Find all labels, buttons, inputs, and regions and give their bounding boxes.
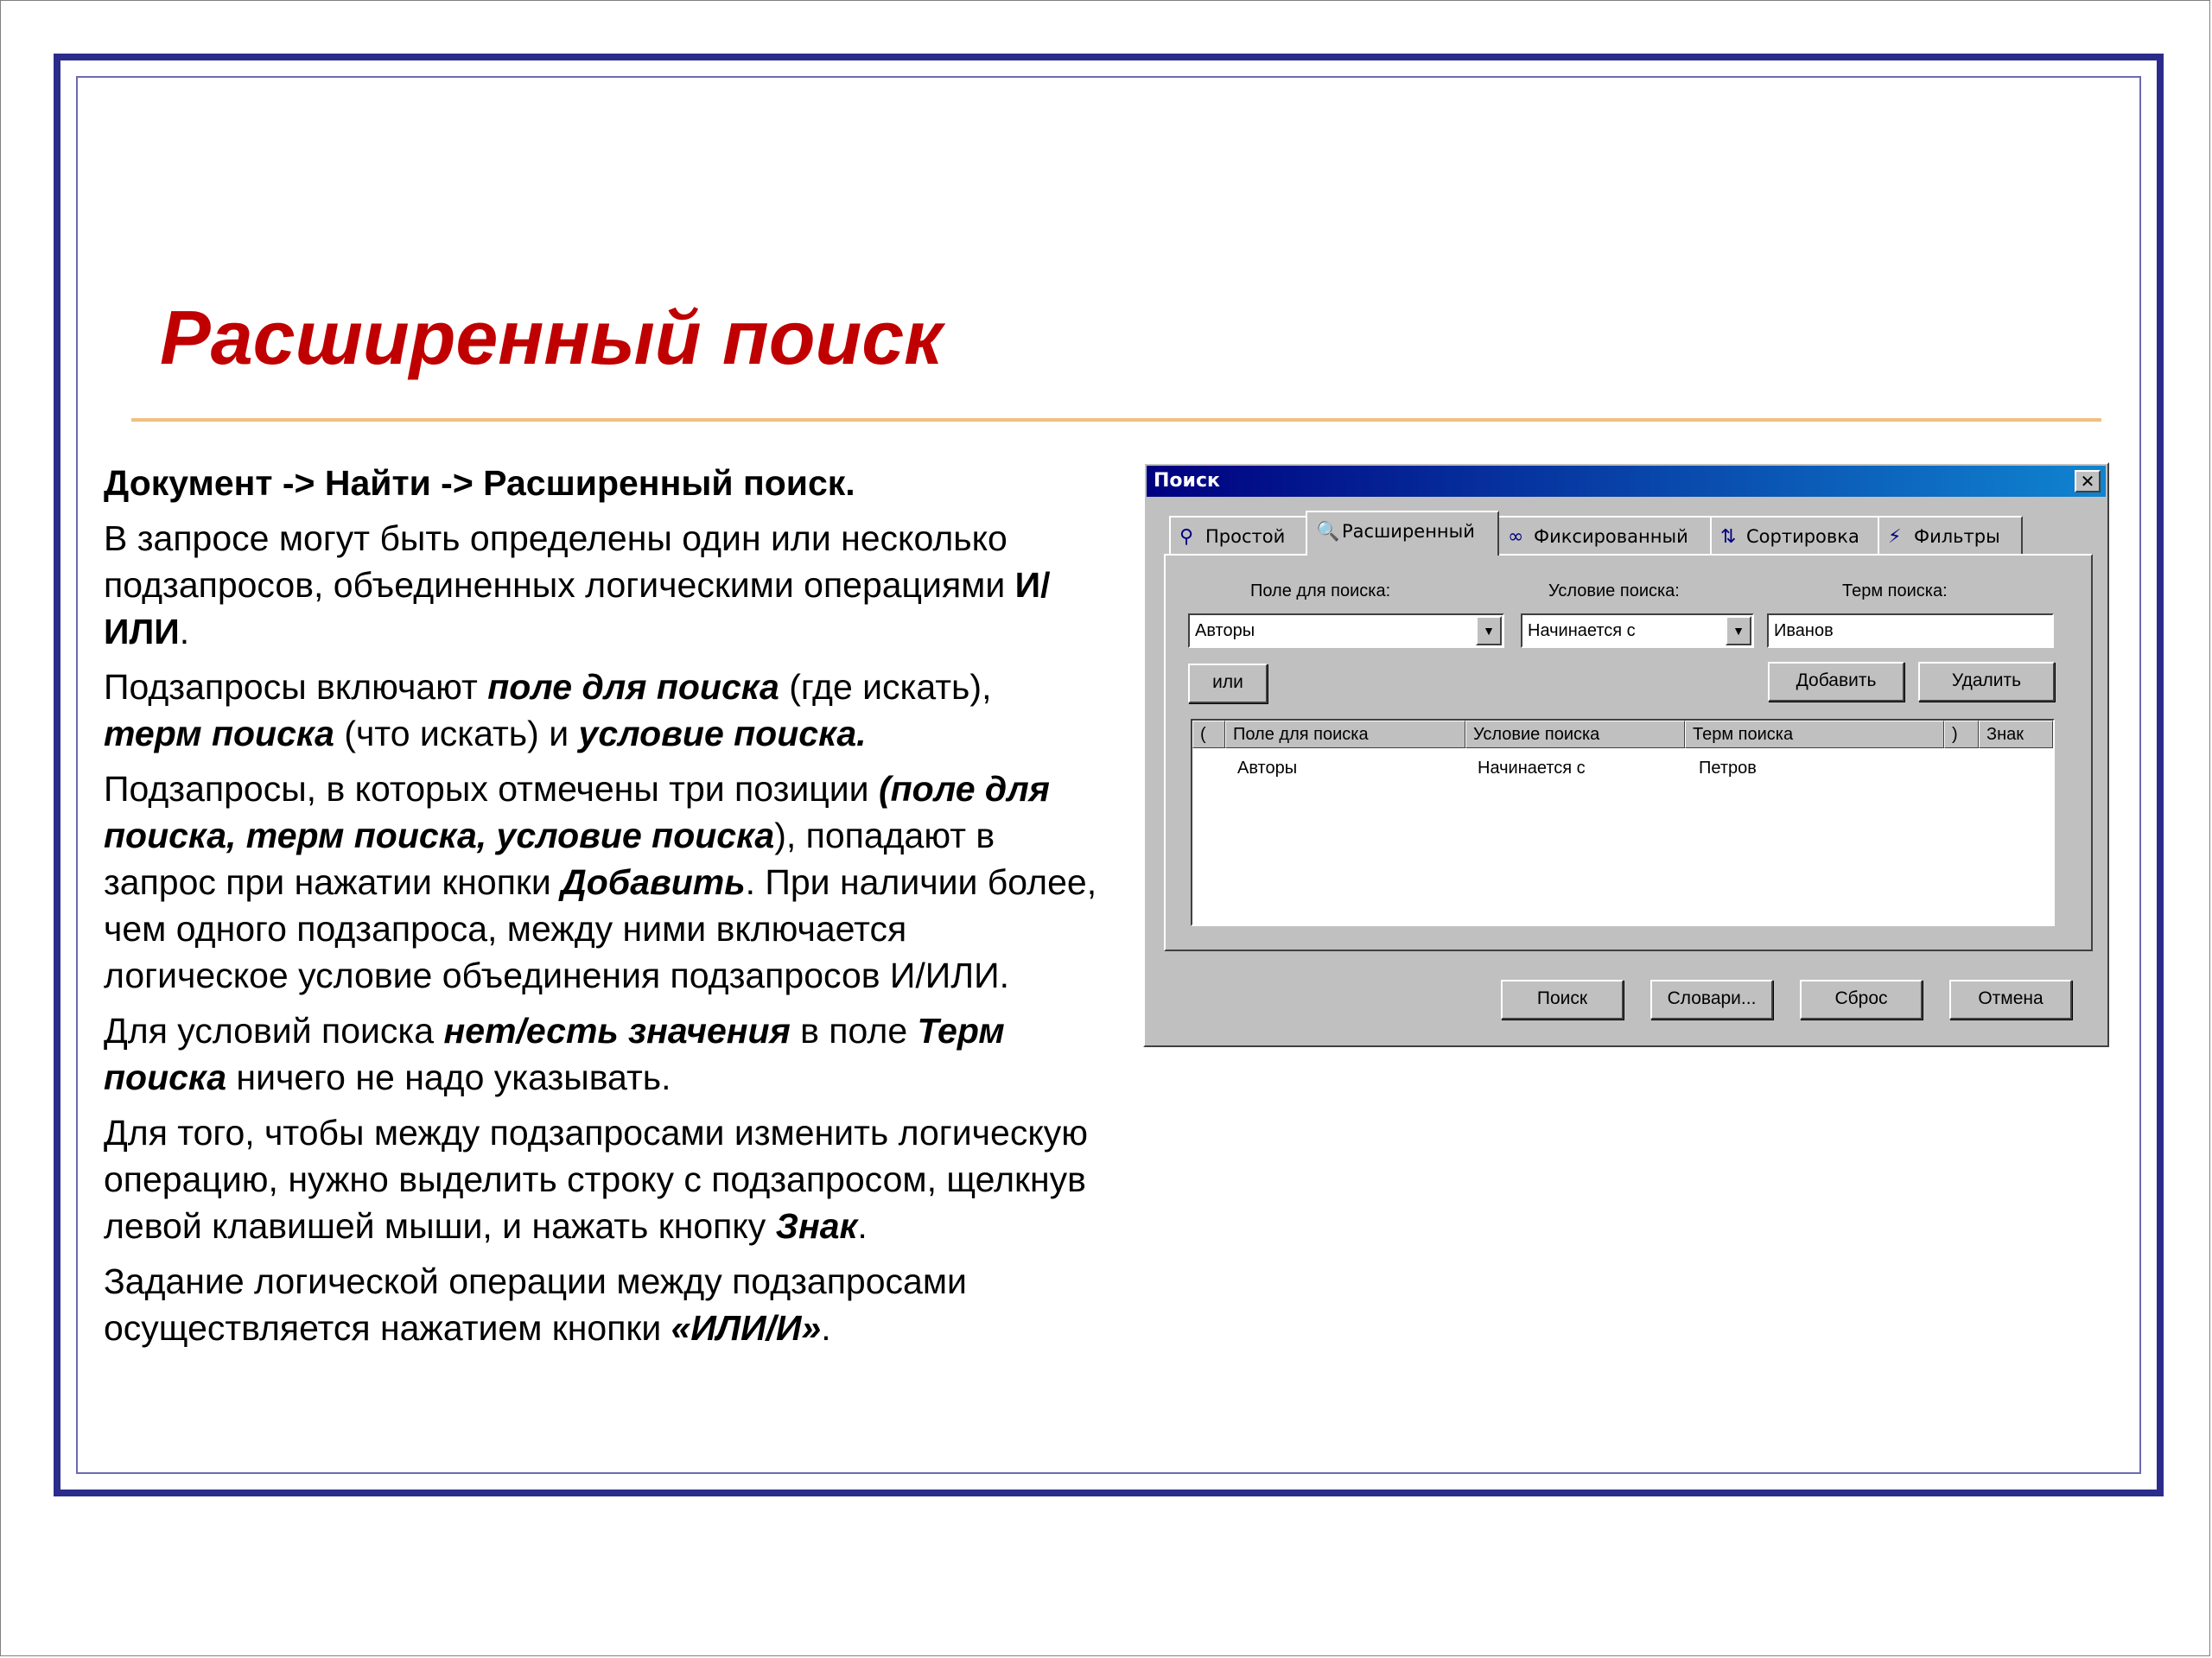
column-header-sign[interactable]: Знак [1979,721,2053,748]
term-input[interactable]: Иванов [1767,613,2054,648]
dialog-title: Поиск [1154,470,1220,492]
column-header-field[interactable]: Поле для поиска [1225,721,1465,748]
paragraph-empty-values: Для условий поиска нет/есть значения в поле Терм поиска ничего не надо указывать. [104,1011,1005,1097]
title-divider [131,418,2101,422]
tab-fixed[interactable]: ∞ Фиксированный [1497,516,1712,554]
search-button[interactable]: Поиск [1501,980,1624,1020]
table-cell-condition[interactable]: Начинается с [1478,759,1586,778]
paragraph-add: Подзапросы, в которых отмечены три позиции (поле для поиска, терм поиска, условие поиска), попадают в запрос при нажатии кнопки Добавить. При наличии более, чем одного подзапроса, между ними включается логическое условие объединения подзапросов И/ИЛИ. [104,769,1097,995]
tab-advanced[interactable]: 🔍 Расширенный [1306,511,1499,556]
tab-sort[interactable]: ⇅ Сортировка [1710,516,1879,554]
chevron-down-icon[interactable]: ▼ [1726,616,1751,645]
paragraph-path: Документ -> Найти -> Расширенный поиск. [104,463,855,503]
paragraph-sign: Для того, чтобы между подзапросами изменить логическую операцию, нужно выделить строку с подзапросом, щелкнув левой клавишей мыши, и нажать кнопку Знак. [104,1113,1088,1246]
dictionaries-button[interactable]: Словари... [1650,980,1773,1020]
subquery-table[interactable] [1191,719,2055,926]
slide-body [104,460,1097,1360]
field-select[interactable]: Авторы ▼ [1188,613,1504,648]
column-header-condition[interactable]: Условие поиска [1465,721,1685,748]
chevron-down-icon[interactable]: ▼ [1476,616,1502,645]
slide-title: Расширенный поиск [160,295,943,380]
paragraph-components: Подзапросы включают поле для поиска (где искать), терм поиска (что искать) и условие поиска. [104,667,992,753]
binoculars-icon: ⚲ [1179,526,1194,548]
dialog-titlebar[interactable] [1147,466,2106,497]
search-tool-icon: 🔍 [1316,521,1340,543]
term-label: Терм поиска: [1842,581,1948,600]
condition-select[interactable]: Начинается с ▼ [1521,613,1754,648]
column-header-close-paren[interactable]: ) [1944,721,1979,748]
paragraph-or-and: Задание логической операции между подзапросами осуществляется нажатием кнопки «ИЛИ/И». [104,1261,967,1348]
table-cell-term[interactable]: Петров [1699,759,1757,778]
delete-button[interactable]: Удалить [1918,662,2055,702]
sort-az-icon: ⇅ [1720,526,1737,548]
add-button[interactable]: Добавить [1768,662,1904,702]
column-header-open-paren[interactable]: ( [1192,721,1225,748]
filter-icon: ⚡ [1888,526,1902,548]
glasses-icon: ∞ [1508,526,1524,548]
condition-label: Условие поиска: [1548,581,1680,600]
or-button[interactable]: или [1188,664,1268,703]
close-button[interactable]: ✕ [2075,470,2101,492]
paragraph-subqueries: В запросе могут быть определены один или несколько подзапросов, объединенных логическими операциями И/ИЛИ. [104,518,1051,651]
tab-filters[interactable]: ⚡ Фильтры [1878,516,2023,554]
tab-simple[interactable]: ⚲ Простой [1169,516,1307,554]
reset-button[interactable]: Сброс [1800,980,1923,1020]
cancel-button[interactable]: Отмена [1949,980,2072,1020]
column-header-term[interactable]: Терм поиска [1685,721,1944,748]
field-label: Поле для поиска: [1250,581,1391,600]
table-cell-field[interactable]: Авторы [1237,759,1298,778]
